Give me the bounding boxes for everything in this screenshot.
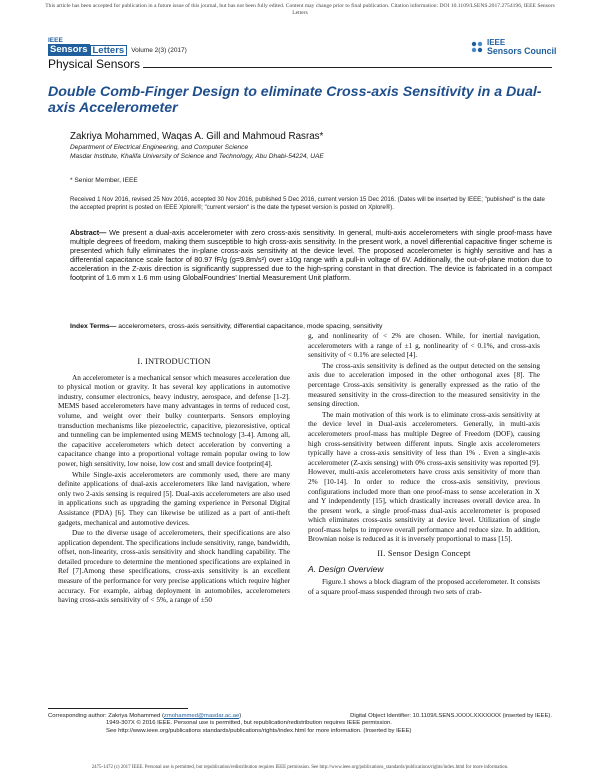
footer <box>48 713 552 735</box>
author-list: Zakriya Mohammed, Waqas A. Gill and Mahmoud Rasras* <box>70 131 324 142</box>
affiliation-department: Department of Electrical Engineering, and Computer Science <box>70 144 249 151</box>
section-label: Physical Sensors <box>48 57 141 71</box>
section-rule <box>143 67 552 68</box>
copyright-notice: 2475-1472 (c) 2017 IEEE. Personal use is permitted, but republication/redistribution requires IEEE permission. See http://www.ieee.org/publications_standards/publications/rights/index.html for more information. <box>91 765 509 770</box>
right-paragraph-3: Figure.1 shows a block diagram of the proposed accelerometer. It consists of a square proof-mass suspended through two sets of crab- <box>308 577 540 596</box>
logo-sensors-word: Sensors <box>50 44 88 55</box>
left-column <box>58 352 290 606</box>
council-emblem-icon <box>470 40 484 54</box>
abstract <box>70 228 552 283</box>
council-name: Sensors Council <box>487 46 557 56</box>
author-email-link[interactable]: zmohammed@masdar.ac.ae <box>163 713 240 719</box>
received-dates: Received 1 Nov 2016, revised 25 Nov 2016, accepted 30 Nov 2016, published 5 Dec 2016, current version 15 Dec 2016. (Dates will be inserted by IEEE; "published" is the date the accepted preprint is posted on IEEE Xplore®; "current version" is the date the typeset version is posted on Xplore®). <box>70 196 545 211</box>
right-paragraph-1: The cross-axis sensitivity is defined as the output detected on the sensing axis due to acceleration imposed in the other orthogonal axes [8]. The percentage Cross-axis sensitivity is generally expressed as the ratio of the measured sensitivity in the cross-direction to the measured sensitivity in the sensing direction. <box>308 360 540 409</box>
logo-letters-word: Letters <box>90 45 128 56</box>
abstract-text: We present a dual-axis accelerometer with zero cross-axis sensitivity. In general, multi-axis accelerometers with single proof-mass have multiple degrees of freedom, making them susceptible to high cross-axis sensitivity. In the present work, a novel differential capacitive finger scheme is presented which fully eliminates the in-plane cross-axis sensitivity at the device level. The proposed accelerometer is highly sensitive and has a differential capacitance scale factor of 80.97 fF/g (g=9.8m/s²) over ±10g range with a pull-in voltage of 6V. Additionally, the out-of-plane motion due to acceleration in the Z-axis direction is significantly suppressed due to the high-spring constant in that direction. The device is fabricated in a compact footprint of 1.6 mm x 1.6 mm using GlobalFoundries' Inertial Measurement Unit platform. <box>70 228 552 283</box>
acceptance-notice: This article has been accepted for publication in a future issue of this journal, but has not been fully edited. Content may change prior to final publication. Citation information: DOI 10.1109/LSENS.2017.2754196, IEEE Sensors Letters <box>45 3 555 17</box>
design-overview-subheading: A. Design Overview <box>308 563 384 574</box>
paper-title: Double Comb-Finger Design to eliminate Cross-axis Sensitivity in a Dual-axis Accelerometer <box>48 84 542 116</box>
volume-label: Volume 2(3) (2017) <box>131 46 187 54</box>
section-header <box>48 57 552 71</box>
abstract-label: Abstract— <box>70 228 107 237</box>
right-paragraph-2: The main motivation of this work is to eliminate cross-axis sensitivity at the device level in Dual-axis accelerometers. Generally, in multi-axis accelerometers proof-mass has multiple Degree of Freedom (DOF), causing high cross-sensitivity between different inputs. Single axis accelerometers typically have a cross-axis sensitivity of less than 1% . Even a single-axis accelerometer (Z-axis sensing) with 0% cross-axis sensitivity was reported [9]. However, multi-axis accelerometers have cross axis sensitivity of more than 2% [10-14]. In order to reduce the cross-axis sensitivity, previous configurations included more than one proof-mass to sense acceleration in X and Y independently [15], which drastically increases overall device area. In the present work, a single proof-mass dual-axis accelerometer is proposed which eliminates cross-axis sensitivity at device level. Utilization of single proof-mass helps to improve overall performance and reduce size. In addition, Brownian noise is reduced as it is inversely proportional to mass [15]. <box>308 409 540 544</box>
member-note: * Senior Member, IEEE <box>70 177 138 184</box>
footer-rule <box>48 708 188 709</box>
intro-paragraph-2: While Single-axis accelerometers are commonly used, there are many definite applications of dual-axis accelerometers like land navigation, where only two 2-axis sensing is required [5]. Dual-axis accelerometers are also used in applications such as upgrading the gaming experience in Personal Digital Assistance (PDA) [6]. They can likewise be utilized as a part of anti-theft gadgets, mechanical and automotive devices. <box>58 469 290 527</box>
intro-paragraph-3: Due to the diverse usage of accelerometers, their specifications are also application dependent. The specifications include sensitivity, range, bandwidth, offset, non-linearity, cross-axis sensitivity and shock handling capability. The detailed procedure to determine the mentioned specifications are explained in Ref [7].Among these specifications, cross-axis sensitivity is an excellent measure of the performance for very precise applications which require higher accuracy. For example, airbag deployment in automobiles, accelerometers having cross-axis sensitivity of < 5%, a range of ±50 <box>58 528 290 605</box>
index-terms-label: Index Terms— <box>70 323 117 330</box>
sensors-letters-logo <box>48 37 187 56</box>
sensors-council-logo <box>470 38 556 56</box>
index-terms <box>70 323 552 331</box>
intro-paragraph-1: An accelerometer is a mechanical sensor which measures acceleration due to physical motion or gravity. It has several key applications in automotive industry, consumer electronics, heavy industry, aerospace, and defense [1-2]. MEMS based accelerometers have many advantages in terms of reduced cost, volume, and weight over their bulky counterparts. Sensors employing transduction mechanisms like piezoelectric, capacitive, piezoresistive, optical and tunneling can be implemented using MEMS technology [3-4]. Among all, the capacitive accelerometers which detect acceleration by converting a capacitance change into a proportional voltage remain popular owing to low power, high sensitivity, low noise, low cost and small device footprint[4]. <box>58 372 290 468</box>
corresponding-prefix: Corresponding author: Zakriya Mohammed ( <box>48 713 164 719</box>
issn-line: 1949-307X © 2016 IEEE. Personal use is permitted, but republication/redistribution requires IEEE permission. <box>106 720 392 727</box>
right-column <box>308 331 540 597</box>
index-terms-text: accelerometers, cross-axis sensitivity, differential capacitance, mode spacing, sensitivity <box>116 323 383 330</box>
logo-ieee-label: IEEE <box>48 37 63 44</box>
rights-line: See http://www.ieee.org/publications standards/publications/rights/index.html for more information. (Inserted by IEEE) <box>106 727 412 734</box>
doi-line: Digital Object Identifier: 10.1109/LSENS.XXXX.XXXXXXX (inserted by IEEE). <box>350 713 552 719</box>
affiliation-institute: Masdar Institute, Khalifa University of Science and Technology, Abu Dhabi-54224, UAE <box>70 153 324 160</box>
council-ieee-label: IEEE <box>487 38 506 47</box>
introduction-heading: I. INTRODUCTION <box>137 357 211 366</box>
design-concept-heading: II. Sensor Design Concept <box>377 549 471 559</box>
right-paragraph-0: g, and nonlinearity of < 2% are chosen. While, for inertial navigation, accelerometers with a range of ±1 g, nonlinearity of < 0.1%, and cross-axis sensitivity of < 0.1% are selected [4]. <box>308 331 540 360</box>
corresponding-suffix: ) <box>239 713 242 719</box>
